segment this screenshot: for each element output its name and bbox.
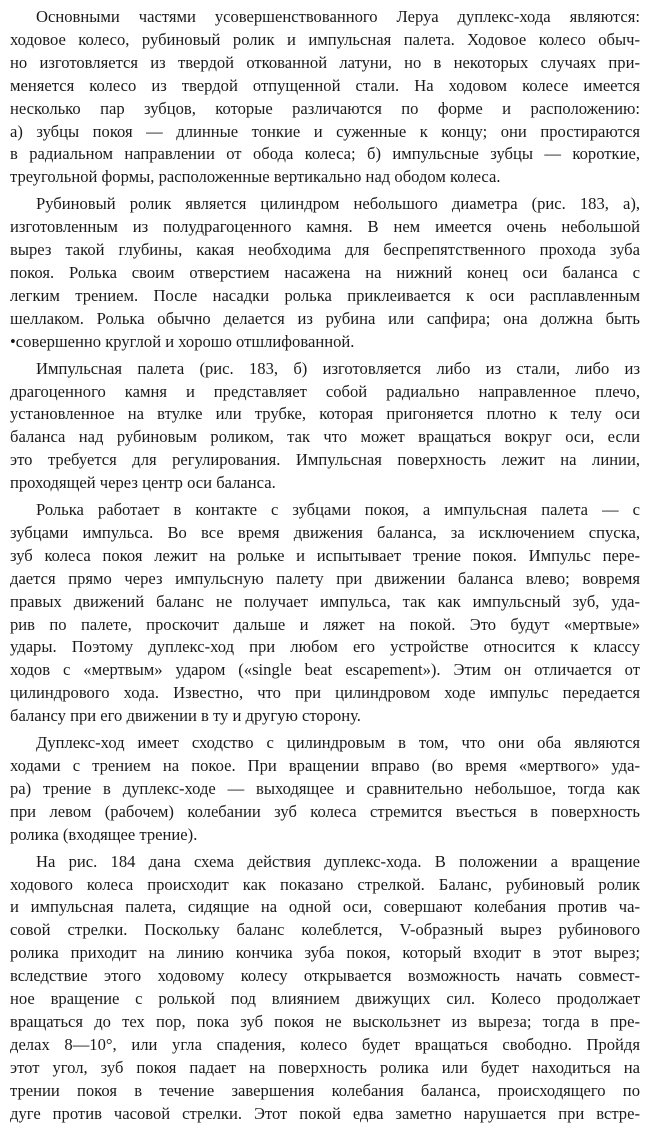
text-line: На рис. 184 дана схема действия дуплекс-хода. В положении а вращение [36,851,640,871]
text-line: драгоценного камня и представляет собой радиально направленное плечо, [10,381,640,401]
paragraph-impulse-pallet [10,358,640,495]
text-line: но изготовляется из твердой откованной латуни, но в некоторых случаях при- [10,52,640,72]
text-line: трении покоя в течение завершения колебания баланса, происходящего по [10,1080,640,1100]
paragraph-main-parts [10,6,640,189]
text-line: вырез такой глубины, какая необходима для беспрепятственного прохода зуба [10,240,640,260]
text-line: цилиндрового хода. Известно, что при цилиндровом ходе импульс передается [10,683,640,703]
text-line: ходового колеса происходит как показано стрелкой. Баланс, рубиновый ролик [10,874,640,894]
text-line: ходами с трением на покое. При вращении вправо (во время «мертвого» уда- [10,756,640,775]
text-line: легким трением. После насадки ролька приклеивается к оси расплавленным [10,285,640,305]
text-line: Основными частями усовершенствованного Леруа дуплекс-хода являются: [36,7,640,26]
text-line: Дуплекс-ход имеет сходство с цилиндровым в том, что они оба являются [36,733,640,753]
text-line: ное вращение с ролькой под влиянием движущих сил. Колесо продолжает [10,989,640,1009]
text-line: •совершенно круглой и хорошо отшлифованной. [10,331,355,351]
text-line: Ролька работает в контакте с зубцами покоя, а импульсная палета — с [36,500,640,520]
paragraph-roller-contact [10,499,640,728]
text-line: ролика (входящее трение). [10,824,198,844]
text-line: это требуется для регулирования. Импульсная поверхность лежит на линии, [10,450,640,470]
text-line: ролика приходит на линию кончика зуба покоя, который входит в этот вырез; [10,943,640,963]
text-line: совой стрелки. Поскольку баланс колеблется, V-образный вырез рубинового [10,920,640,940]
text-line: при левом (рабочем) колебании зуб колеса стремится въесться в поверхность [10,801,640,821]
text-line: зуб колеса покоя лежит на рольке и испытывает трение покоя. Импульс пере- [10,545,640,565]
text-line: установленное на втулке или трубке, которая пригоняется плотно к телу оси [10,404,640,424]
text-line: балансу при его движении в ту и другую сторону. [10,706,361,726]
paragraph-fig-184 [10,851,640,1126]
text-line: удары. Поэтому дуплекс-ход при любом его устройстве относится к классу [10,637,640,657]
paragraph-ruby-roller [10,193,640,353]
text-line: ра) трение в дуплекс-ходе — выходящее и сравнительно небольшое, тогда как [10,778,640,798]
text-line: зубцами импульса. Во все время движения баланса, за исключением спуска, [10,522,640,542]
text-line: покоя. Ролька своим отверстием насажена на нижний конец оси баланса с [10,262,640,282]
text-line: ходов с «мертвым» ударом («single beat escapement»). Этим он отличается от [10,660,640,680]
text-line: вращаться до тех пор, пока зуб покоя не выскользнет из выреза; тогда в пре- [10,1011,640,1031]
text-line: треугольной формы, расположенные вертикально над ободом колеса. [10,167,501,187]
text-line: дается прямо через импульсную палету при движении баланса влево; вовремя [10,568,640,588]
text-line: изготовленным из полудрагоценного камня. В нем имеется очень небольшой [10,217,640,237]
text-line: проходящей через центр оси баланса. [10,473,276,493]
text-line: а) зубцы покоя — длинные тонкие и суженные к концу; они простираются [10,121,640,141]
text-line: дуге против часовой стрелки. Этот покой едва заметно нарушается при встре- [10,1103,640,1123]
text-line: и импульсная палета, сидящие на одной оси, совершают колебания против ча- [10,897,640,917]
text-line: ходовое колесо, рубиновый ролик и импульсная палета. Ходовое колесо обыч- [10,29,640,49]
text-line: меняется колесо из твердой отпущенной стали. На ходовом колесе имеется [10,75,640,95]
text-line: рив по палете, проскочит дальше и ляжет на покой. Это будут «мертвые» [10,614,640,634]
text-line: делах 8—10°, или угла спадения, колесо будет вращаться свободно. Пройдя [10,1034,640,1054]
paragraph-cylinder-similarity [10,732,640,847]
text-line: в радиальном направлении от обода колеса; б) импульсные зубцы — короткие, [10,144,640,164]
text-line: Импульсная палета (рис. 183, б) изготовляется либо из стали, либо из [36,358,640,378]
text-line: этот угол, зуб покоя падает на поверхность ролика или будет находиться на [10,1057,640,1077]
text-line: шеллаком. Ролька обычно делается из рубина или сапфира; она должна быть [10,308,640,328]
text-line: Рубиновый ролик является цилиндром небольшого диаметра (рис. 183, а), [36,194,640,214]
text-line: баланса над рубиновым роликом, так что может вращаться вокруг оси, если [10,427,640,447]
text-line: правых движений баланс не получает импульса, так как импульсный зуб, уда- [10,591,640,611]
text-line: несколько пар зубцов, которые различаются по форме и расположению: [10,98,640,118]
text-line: вследствие этого ходовому колесу открывается возможность начать совмест- [10,966,640,986]
